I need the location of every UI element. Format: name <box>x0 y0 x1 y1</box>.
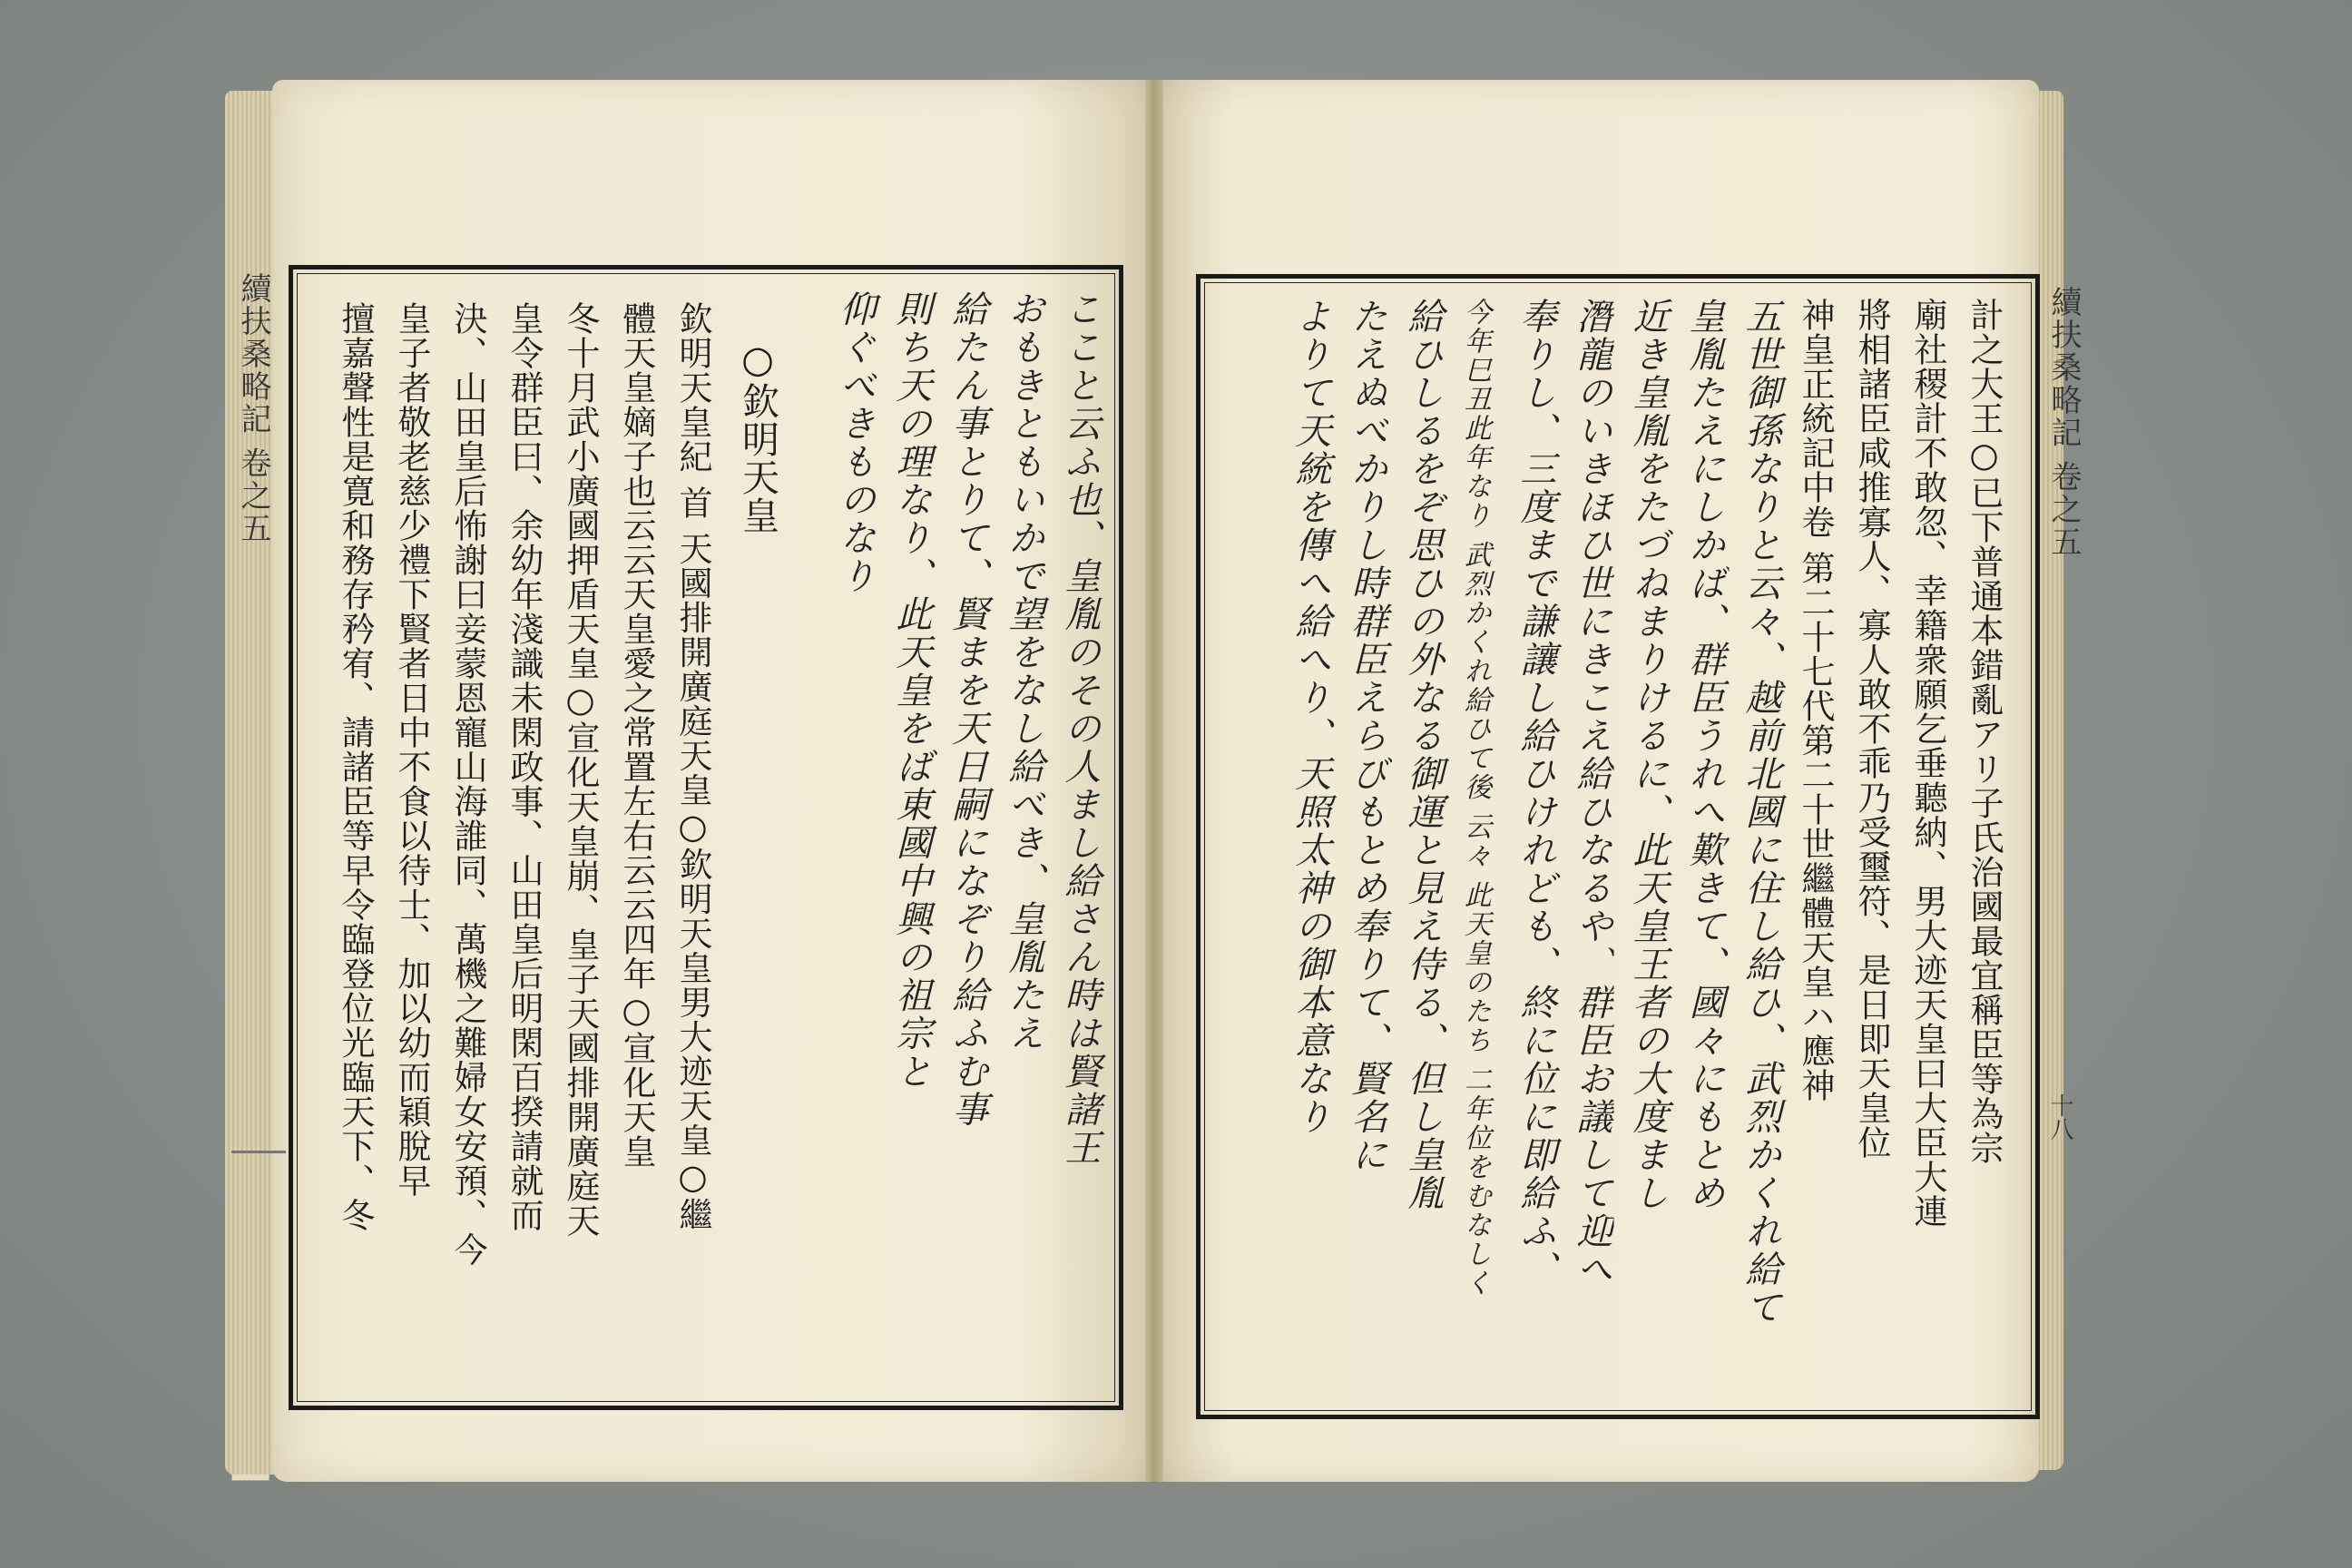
left-cursive-line: ここと云ふ也、皇胤のその人まし給さん時は賢諸王 <box>1059 290 1101 1167</box>
right-cursive-line: 奉りし、三度まで謙讓し給ひけれども、終に位に即給ふ、 <box>1514 298 1556 1289</box>
left-text-line: 體天皇嫡子也云云天皇愛之常置左右云云四年○宣化天皇 <box>617 301 656 1169</box>
book-gutter <box>1145 80 1163 1482</box>
left-text-line: 擅嘉聲性是寛和務存矜宥、請諸臣等早令臨登位光臨天下、冬 <box>336 301 375 1232</box>
left-page-header: 續扶桑略記 卷之五 <box>235 272 271 545</box>
left-text-line: 皇令群臣曰、余幼年淺識未閑政事、山田皇后明閑百揆請就而 <box>505 301 544 1232</box>
left-text-line: 皇子者敬老慈少禮下賢者日中不食以待士、加以幼而穎脫早 <box>392 301 431 1198</box>
right-cursive-line: 潛龍のいきほひ世にきこえ給ひなるや、群臣お議して迎へ <box>1571 298 1612 1289</box>
left-margin-rule <box>231 1151 286 1153</box>
right-cursive-line: 皇胤たえにしかば、群臣うれへ歎きて、國々にもとめ <box>1683 298 1725 1212</box>
left-cursive-line: おもきともいかで望をなし給べき、皇胤たえ <box>1003 290 1044 1053</box>
right-page-header: 續扶桑略記 卷之五 <box>2045 286 2082 559</box>
page-number: 十八 <box>2046 1093 2073 1141</box>
right-cursive-line: たえぬべかりし時群臣えらびもとめ奉りて、賢名に <box>1346 298 1387 1174</box>
left-cursive-line: 仰ぐべきものなり <box>834 290 876 595</box>
right-text-line: 廟社稷計不敢忽、幸籍衆願乞垂聽納、男大迹天皇曰大臣大連 <box>1908 298 1947 1229</box>
left-cursive-line: 給たん事とりて、賢まを天日嗣になぞり給ふむ事 <box>946 290 988 1129</box>
right-cursive-line: 給ひしるをぞ思ひの外なる御運と見え侍る、但し皇胤 <box>1402 298 1444 1212</box>
right-text-line: 將相諸臣咸推寡人、寡人敢不乖乃受璽符、是日即天皇位 <box>1852 298 1891 1160</box>
right-text-line: 神皇正統記中卷 第二十七代第二十世繼體天皇ハ應神 <box>1796 298 1835 1102</box>
left-text-line: 欽明天皇紀 首 天國排開廣庭天皇○欽明天皇男大迹天皇○繼 <box>673 301 712 1232</box>
right-cursive-line: よりて天統を傳へ給へり、天照太神の御本意なり <box>1289 298 1331 1136</box>
right-cursive-line: 五世御孫なりと云々、越前北國に住し給ひ、武烈かくれ給て <box>1740 298 1781 1327</box>
left-cursive-line: 則ち天の理なり、此天皇をば東國中興の祖宗と <box>890 290 932 1091</box>
left-text-line: 決、山田皇后怖謝曰妾蒙恩寵山海誰同、萬機之難婦女安預、今 <box>448 301 487 1267</box>
right-text-line: 計之大王○已下普通本錯亂アリ子氏治國最宜稱臣等為宗 <box>1965 298 2004 1165</box>
section-heading: ○欽明天皇 <box>736 338 779 534</box>
left-text-line: 冬十月武小廣國押盾天皇○宣化天皇崩、皇子天國排開廣庭天 <box>561 301 600 1238</box>
right-cursive-line: 近き皇胤をたづねまりけるに、此天皇王者の大度まし <box>1627 298 1669 1212</box>
right-cursive-line: 今年巳丑此年なり 武烈かくれ給ひて後 云々 此天皇のたち 二年位をむなしく <box>1459 298 1491 1298</box>
